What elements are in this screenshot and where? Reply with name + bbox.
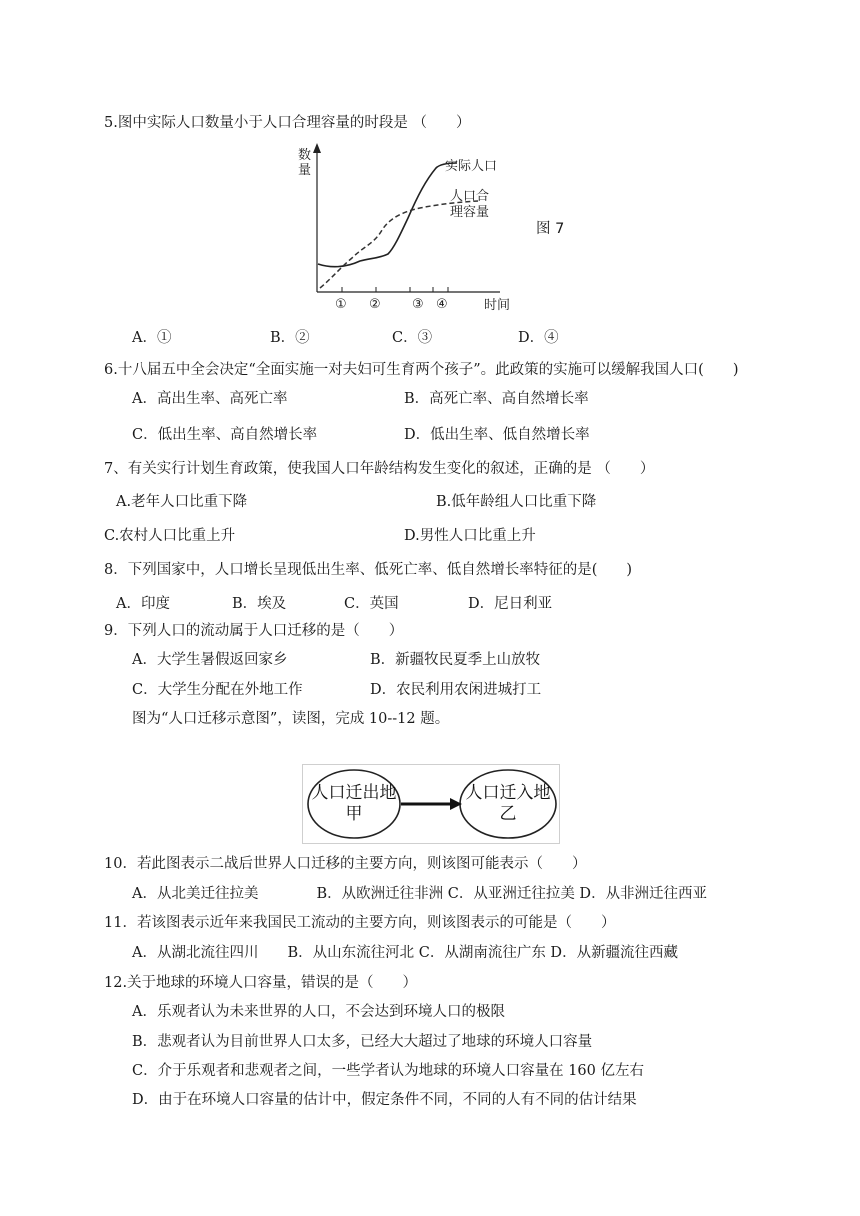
q7-option-b: B.低年龄组人口比重下降	[436, 494, 597, 510]
q9-option-d: D．农民利用农闲进城打工	[370, 682, 542, 698]
q9-option-a: A．大学生暑假返回家乡	[132, 652, 288, 668]
y-axis-label-2: 量	[298, 163, 312, 178]
q9-option-c: C．大学生分配在外地工作	[132, 682, 303, 698]
q6-stem: 6.十八届五中全会决定“全面实施一对夫妇可生育两个孩子”。此政策的实施可以缓解我国人口( )	[104, 362, 739, 378]
q11-options: A．从湖北流往四川 B．从山东流往河北 C．从湖南流往广东 D．从新疆流往西藏	[132, 945, 679, 961]
q12-option-b: B．悲观者认为目前世界人口太多，已经大大超过了地球的环境人口容量	[132, 1034, 593, 1050]
tick-label-1: ①	[335, 297, 347, 312]
origin-label-line2: 甲	[345, 804, 363, 824]
q5-stem: 5.图中实际人口数量小于人口合理容量的时段是 （ ）	[104, 115, 471, 131]
q12-stem: 12.关于地球的环境人口容量，错误的是（ ）	[104, 975, 418, 991]
q6-option-a: A．高出生率、高死亡率	[132, 391, 288, 407]
q9-stem: 9．下列人口的流动属于人口迁移的是（ ）	[104, 623, 404, 639]
q5-option-a: A．①	[132, 330, 172, 346]
tick-label-3: ③	[412, 297, 424, 312]
q7-stem: 7、有关实行计划生育政策，使我国人口年龄结构发生变化的叙述，正确的是 （ ）	[104, 461, 655, 477]
destination-label-line2: 乙	[499, 804, 517, 824]
q5-option-b: B．②	[270, 330, 310, 346]
q7-option-a: A.老年人口比重下降	[116, 494, 248, 510]
x-axis-label: 时间	[484, 298, 511, 313]
q8-option-b: B．埃及	[232, 596, 287, 612]
y-axis-arrow	[313, 143, 321, 153]
q8-option-a: A．印度	[116, 596, 170, 612]
q5-option-d: D．④	[518, 330, 559, 346]
q8-stem: 8．下列国家中，人口增长呈现低出生率、低死亡率、低自然增长率特征的是( )	[104, 562, 633, 578]
q9-option-b: B．新疆牧民夏季上山放牧	[370, 652, 541, 668]
q12-option-c: C．介于乐观者和悲观者之间，一些学者认为地球的环境人口容量在 160 亿左右	[132, 1063, 644, 1079]
q10-options: A．从北美迁往拉美 B．从欧洲迁往非洲 C．从亚洲迁往拉美 D．从非洲迁往西亚	[132, 886, 708, 902]
destination-label-line1: 人口迁入地	[465, 783, 551, 803]
destination-label	[461, 783, 555, 825]
q7-option-c: C.农村人口比重上升	[104, 528, 236, 544]
q12-option-d: D．由于在环境人口容量的估计中，假定条件不同，不同的人有不同的估计结果	[132, 1092, 637, 1108]
q6-option-b: B．高死亡率、高自然增长率	[404, 391, 589, 407]
origin-label-line1: 人口迁出地	[311, 783, 397, 803]
capacity-label-2: 理容量	[450, 205, 490, 220]
origin-label	[308, 783, 400, 825]
tick-label-2: ②	[369, 297, 381, 312]
q7-option-d: D.男性人口比重上升	[404, 528, 536, 544]
figure-caption: 图 7	[536, 221, 565, 237]
actual-population-curve	[318, 163, 457, 267]
q8-option-d: D．尼日利亚	[468, 596, 553, 612]
actual-population-label: 实际人口	[445, 159, 498, 174]
q6-option-d: D．低出生率、低自然增长率	[404, 427, 590, 443]
q6-option-c: C．低出生率、高自然增长率	[132, 427, 318, 443]
capacity-label-1: 人口合	[450, 189, 490, 204]
y-axis-label-1: 数	[298, 148, 312, 163]
q12-option-a: A．乐观者认为未来世界的人口，不会达到环境人口的极限	[132, 1004, 505, 1020]
q5-option-c: C．③	[392, 330, 433, 346]
tick-label-4: ④	[436, 297, 448, 312]
q8-option-c: C．英国	[344, 596, 399, 612]
q10-stem: 10．若此图表示二战后世界人口迁移的主要方向，则该图可能表示（ ）	[104, 856, 587, 872]
migration-intro: 图为“人口迁移示意图”，读图，完成 10--12 题。	[132, 711, 450, 727]
q11-stem: 11．若该图表示近年来我国民工流动的主要方向，则该图表示的可能是（ ）	[104, 915, 616, 931]
